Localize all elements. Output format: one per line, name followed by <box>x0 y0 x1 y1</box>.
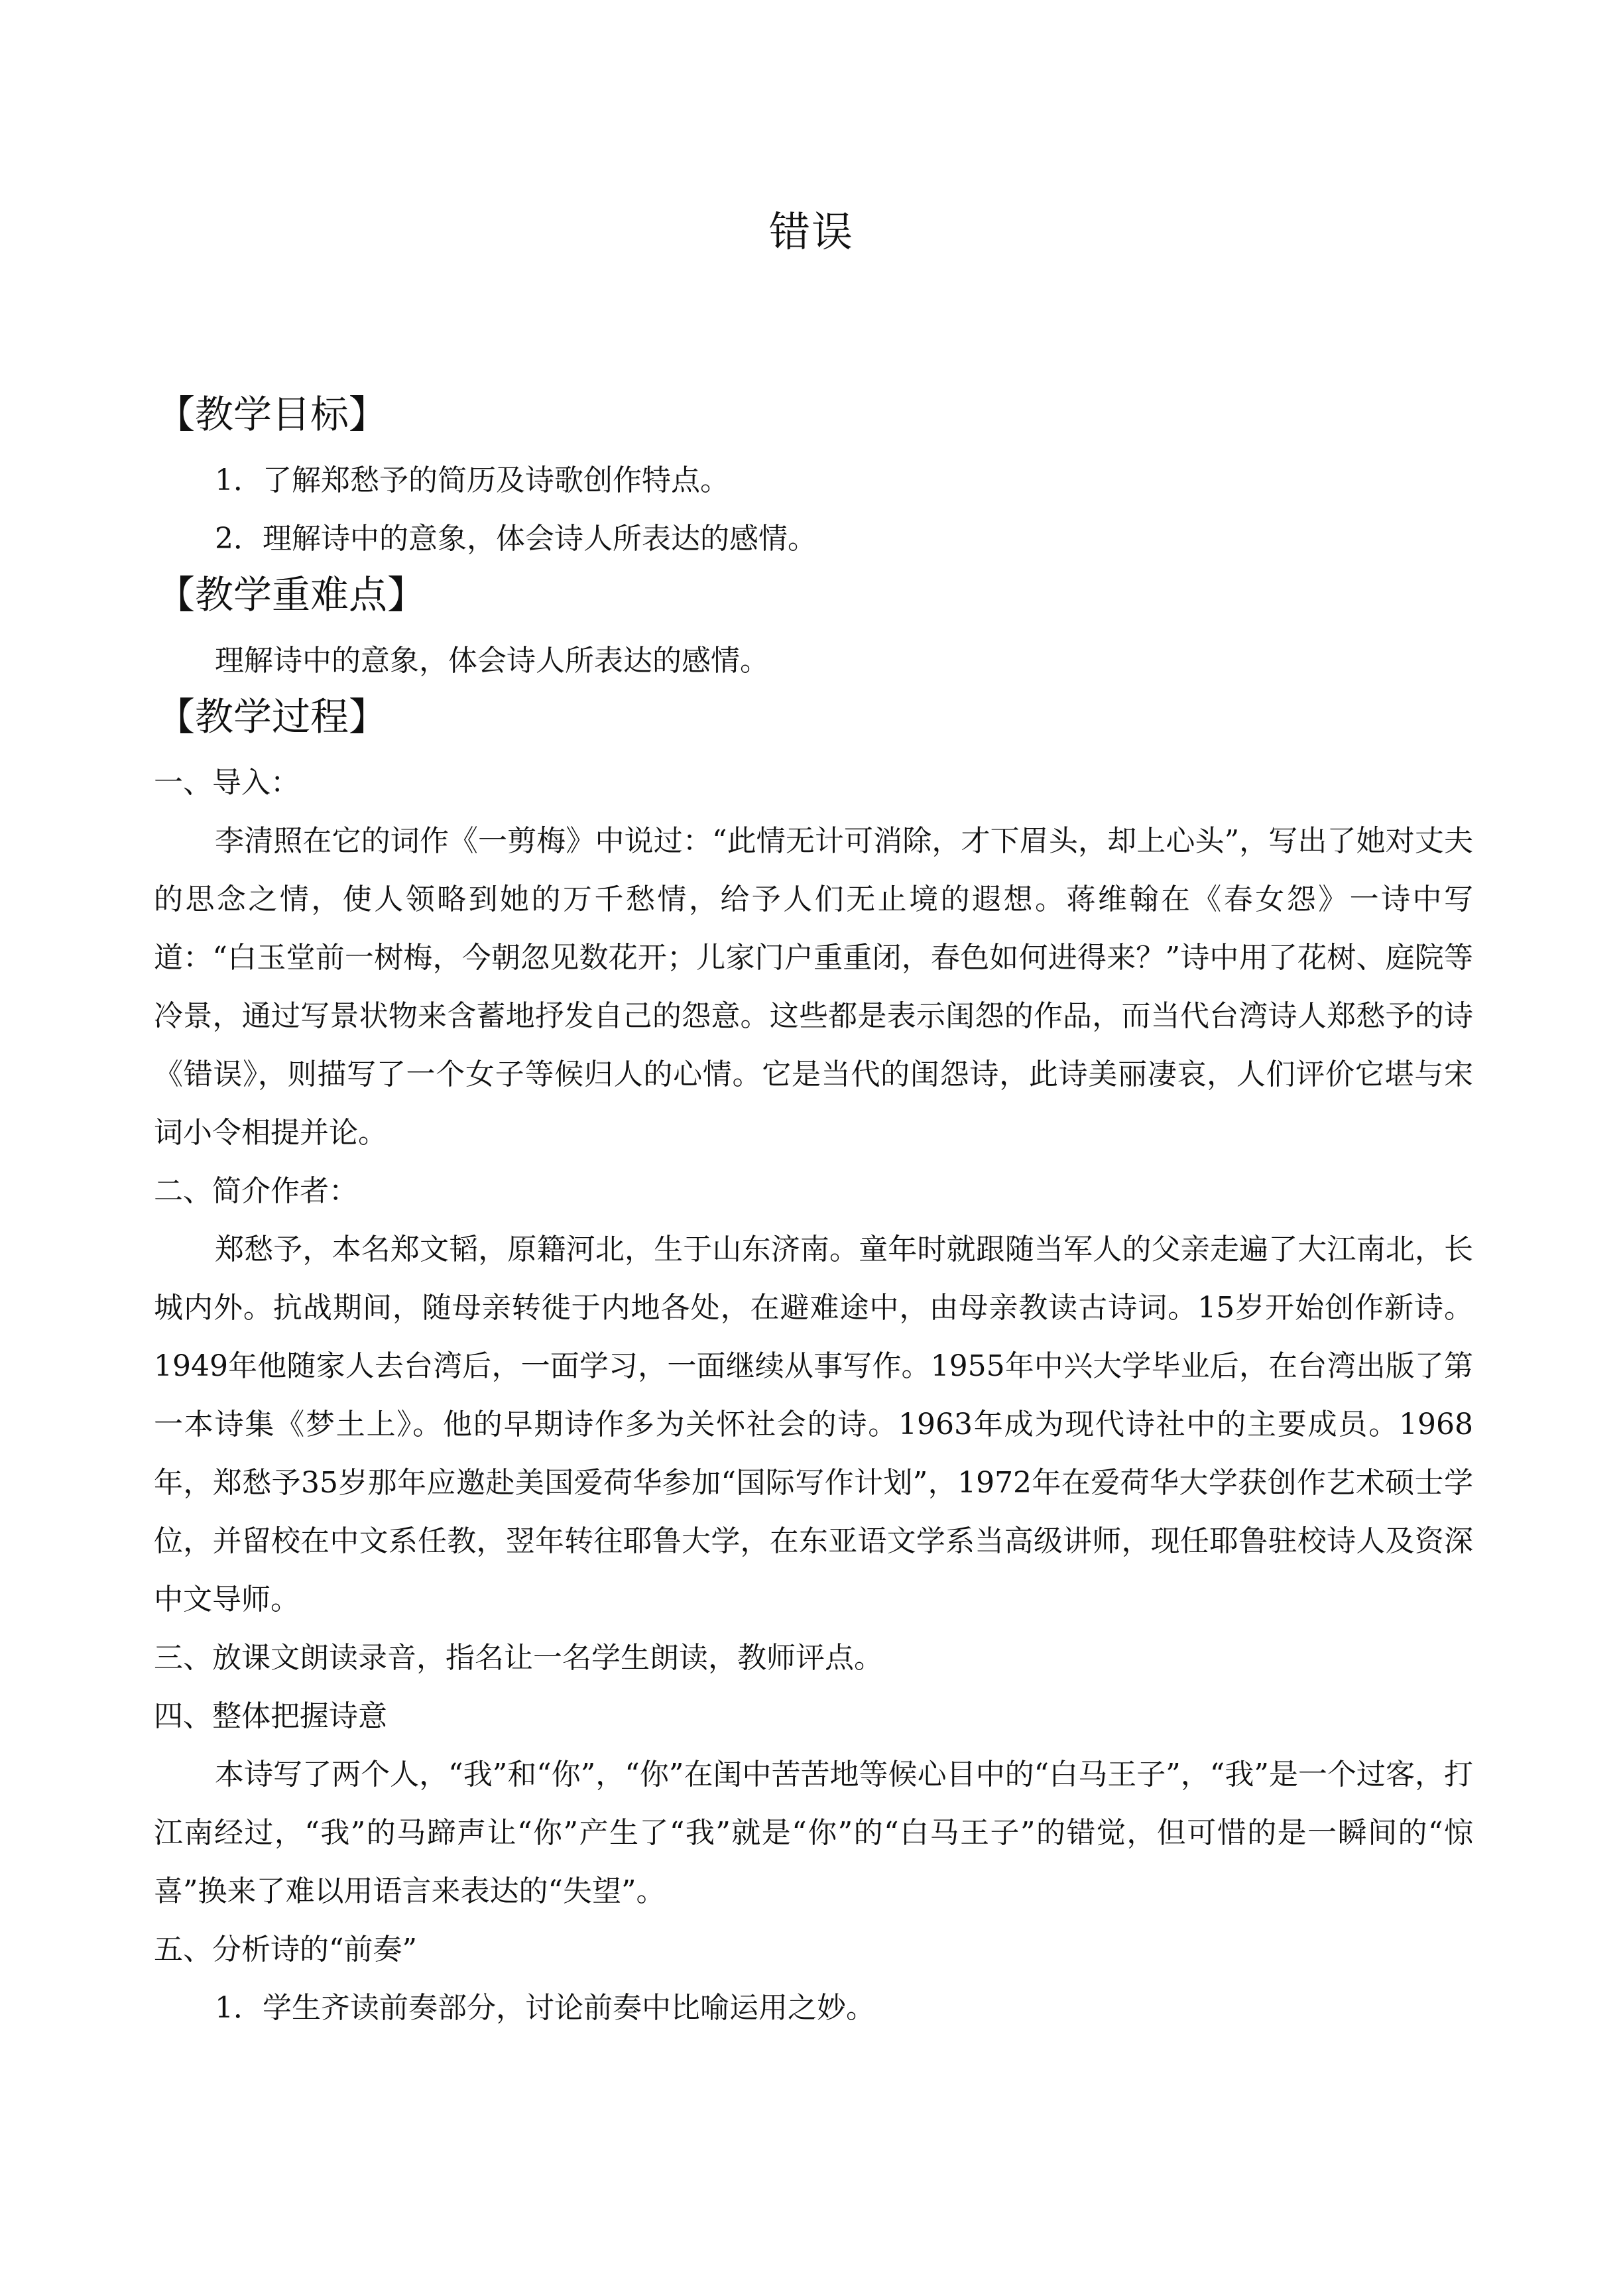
key-points-heading: 【教学重难点】 <box>156 572 426 617</box>
recording-heading: 三、放课文朗读录音，指名让一名学生朗读，教师评点。 <box>154 1641 883 1675</box>
document-body <box>154 388 1473 2037</box>
overall-heading: 四、整体把握诗意 <box>154 1699 387 1733</box>
objective-item: 1．了解郑愁予的简历及诗歌创作特点。 <box>215 463 729 497</box>
objective-item: 2．理解诗中的意象，体会诗人所表达的感情。 <box>215 522 817 556</box>
author-heading: 二、简介作者： <box>154 1174 358 1208</box>
process-heading: 【教学过程】 <box>156 694 388 739</box>
prelude-heading: 五、分析诗的“前奏” <box>154 1933 417 1966</box>
objectives-heading: 【教学目标】 <box>156 392 388 437</box>
document-title: 错误 <box>768 208 854 256</box>
intro-heading: 一、导入： <box>154 766 300 800</box>
intro-paragraph: 李清照在它的词作《一剪梅》中说过：“此情无计可消除，才下眉头，却上心头”，写出了她对丈夫的思念之情，使人领略到她的万千愁情，给予人们无止境的遐想。蒋维翰在《春女怨》一诗中写道：“白玉堂前一树梅，今朝忽见数花开；儿家门户重重闭，春色如何进得来？”诗中用了花树、庭院等冷景，通过写景状物来含蓄地抒发自己的怨意。这些都是表示闺怨的作品，而当代台湾诗人郑愁予的诗《错误》，则描写了一个女子等候归人的心情。它是当代的闺怨诗，此诗美丽凄哀，人们评价它堪与宋词小令相提并论。 <box>154 824 1473 1150</box>
key-points-text: 理解诗中的意象，体会诗人所表达的感情。 <box>215 644 769 678</box>
prelude-item: 1．学生齐读前奏部分，讨论前奏中比喻运用之妙。 <box>215 1991 875 2025</box>
author-paragraph: 郑愁予，本名郑文韬，原籍河北，生于山东济南。童年时就跟随当军人的父亲走遍了大江南北，长城内外。抗战期间，随母亲转徙于内地各处，在避难途中，由母亲教读古诗词。15岁开始创作新诗。1949年他随家人去台湾后，一面学习，一面继续从事写作。1955年中兴大学毕业后，在台湾出版了第一本诗集《梦土上》。他的早期诗作多为关怀社会的诗。1963年成为现代诗社中的主要成员。1968年，郑愁予35岁那年应邀赴美国爱荷华参加“国际写作计划”，1972年在爱荷华大学获创作艺术硕士学位，并留校在中文系任教，翌年转往耶鲁大学，在东亚语文学系当高级讲师，现任耶鲁驻校诗人及资深中文导师。 <box>154 1233 1473 1616</box>
overall-paragraph: 本诗写了两个人，“我”和“你”，“你”在闺中苦苦地等候心目中的“白马王子”，“我”是一个过客，打江南经过，“我”的马蹄声让“你”产生了“我”就是“你”的“白马王子”的错觉，但可惜的是一瞬间的“惊喜”换来了难以用语言来表达的“失望”。 <box>154 1758 1473 1908</box>
